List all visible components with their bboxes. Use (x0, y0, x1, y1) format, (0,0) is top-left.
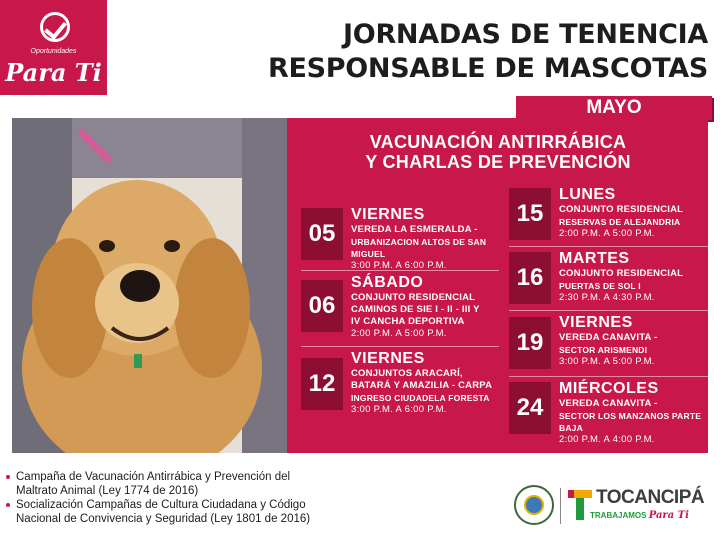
event-day: VIERNES (351, 350, 425, 367)
event-details (351, 206, 501, 271)
logo-brand: Para Ti (5, 58, 102, 87)
event-place-line: VEREDA LA ESMERALDA - (351, 224, 478, 235)
title-line-1: JORNADAS DE TENENCIA (343, 19, 708, 50)
event-day: LUNES (559, 186, 616, 203)
tagline-script: Para Ti (648, 510, 689, 521)
municipal-seal-icon (514, 485, 554, 525)
event-date: 05 (301, 208, 343, 260)
event-place-line: CONJUNTO RESIDENCIAL (559, 204, 684, 215)
event-place-line: BATARÁ Y AMAZILIA - CARPA (351, 380, 493, 391)
municipality-name: TOCANCIPÁ (596, 487, 705, 508)
event-column-right (509, 186, 708, 445)
event-time: 2:00 P.M. A 5:00 P.M. (351, 328, 447, 339)
dog-illustration (12, 118, 287, 453)
event-date: 16 (509, 252, 551, 304)
event-item (509, 380, 708, 445)
page-title (268, 18, 708, 86)
event-time: 2:00 P.M. A 5:00 P.M. (559, 228, 655, 239)
event-place-line: VEREDA CANAVITA - (559, 398, 658, 409)
divider (509, 310, 708, 311)
event-place-line: INGRESO CIUDADELA FORESTA (351, 393, 490, 403)
event-day: VIERNES (559, 314, 633, 331)
legal-notes (6, 470, 366, 526)
event-item (509, 314, 708, 376)
event-day: MARTES (559, 250, 630, 267)
tagline-text: TRABAJAMOS (590, 511, 647, 520)
event-day: SÁBADO (351, 274, 424, 291)
event-time: 2:30 P.M. A 4:30 P.M. (559, 292, 655, 303)
divider (301, 346, 499, 347)
note-line: Campaña de Vacunación Antirrábica y Prevención del (16, 471, 291, 483)
event-details (559, 380, 709, 445)
event-item (301, 350, 499, 422)
event-item (509, 250, 708, 310)
event-place-line: CONJUNTO RESIDENCIAL (351, 292, 476, 303)
event-place-line: IV CANCHA DEPORTIVA (351, 316, 465, 327)
event-date: 19 (509, 317, 551, 369)
event-place-line: SECTOR LOS MANZANOS PARTE BAJA (559, 411, 702, 433)
logo-subtitle: Oportunidades (30, 48, 77, 55)
event-place-line: PUERTAS DE SOL I (559, 281, 641, 291)
divider (560, 488, 561, 524)
event-time: 3:00 P.M. A 5:00 P.M. (559, 356, 655, 367)
event-details (559, 250, 709, 303)
event-place-line: URBANIZACION ALTOS DE SAN MIGUEL (351, 237, 487, 259)
event-place-line: SECTOR ARISMENDI (559, 345, 648, 355)
divider (509, 246, 708, 247)
schedule-panel (12, 118, 708, 453)
tagline (590, 510, 689, 521)
event-time: 3:00 P.M. A 6:00 P.M. (351, 260, 447, 271)
brand-logo (0, 0, 107, 95)
campaign-heading (300, 132, 696, 172)
event-time: 2:00 P.M. A 4:00 P.M. (559, 434, 655, 445)
event-details (559, 314, 709, 367)
title-line-2: RESPONSABLE DE MASCOTAS (268, 53, 708, 84)
note-line: Socialización Campañas de Cultura Ciudadana y Código (16, 499, 306, 511)
event-place-line: CONJUNTOS ARACARÍ, (351, 368, 463, 379)
event-time: 3:00 P.M. A 6:00 P.M. (351, 404, 447, 415)
event-place-line: RESERVAS DE ALEJANDRIA (559, 217, 681, 227)
heading-line-1: VACUNACIÓN ANTIRRÁBICA (369, 132, 627, 152)
event-details (351, 350, 501, 415)
event-date: 06 (301, 280, 343, 332)
note-line: Nacional de Convivencia y Seguridad (Ley 1801 de 2016) (16, 513, 311, 525)
event-item (301, 206, 499, 270)
month-label: MAYO (516, 96, 712, 120)
note-line: Maltrato Animal (Ley 1774 de 2016) (16, 485, 199, 497)
event-date: 12 (301, 358, 343, 410)
note-item (6, 470, 366, 498)
event-details (559, 186, 709, 239)
event-place-line: VEREDA CANAVITA - (559, 332, 658, 343)
check-icon (40, 12, 70, 42)
event-item (301, 274, 499, 346)
event-place-line: CAMINOS DE SIE I - II - III Y (351, 304, 480, 315)
heading-line-2: Y CHARLAS DE PREVENCIÓN (365, 152, 631, 172)
event-column-left (301, 206, 499, 422)
dog-photo (12, 118, 287, 453)
event-date: 24 (509, 382, 551, 434)
divider (509, 376, 708, 377)
event-day: MIÉRCOLES (559, 380, 659, 397)
event-place-line: CONJUNTO RESIDENCIAL (559, 268, 684, 279)
note-item (6, 498, 366, 526)
event-item (509, 186, 708, 246)
event-date: 15 (509, 188, 551, 240)
event-day: VIERNES (351, 206, 425, 223)
event-details (351, 274, 501, 339)
